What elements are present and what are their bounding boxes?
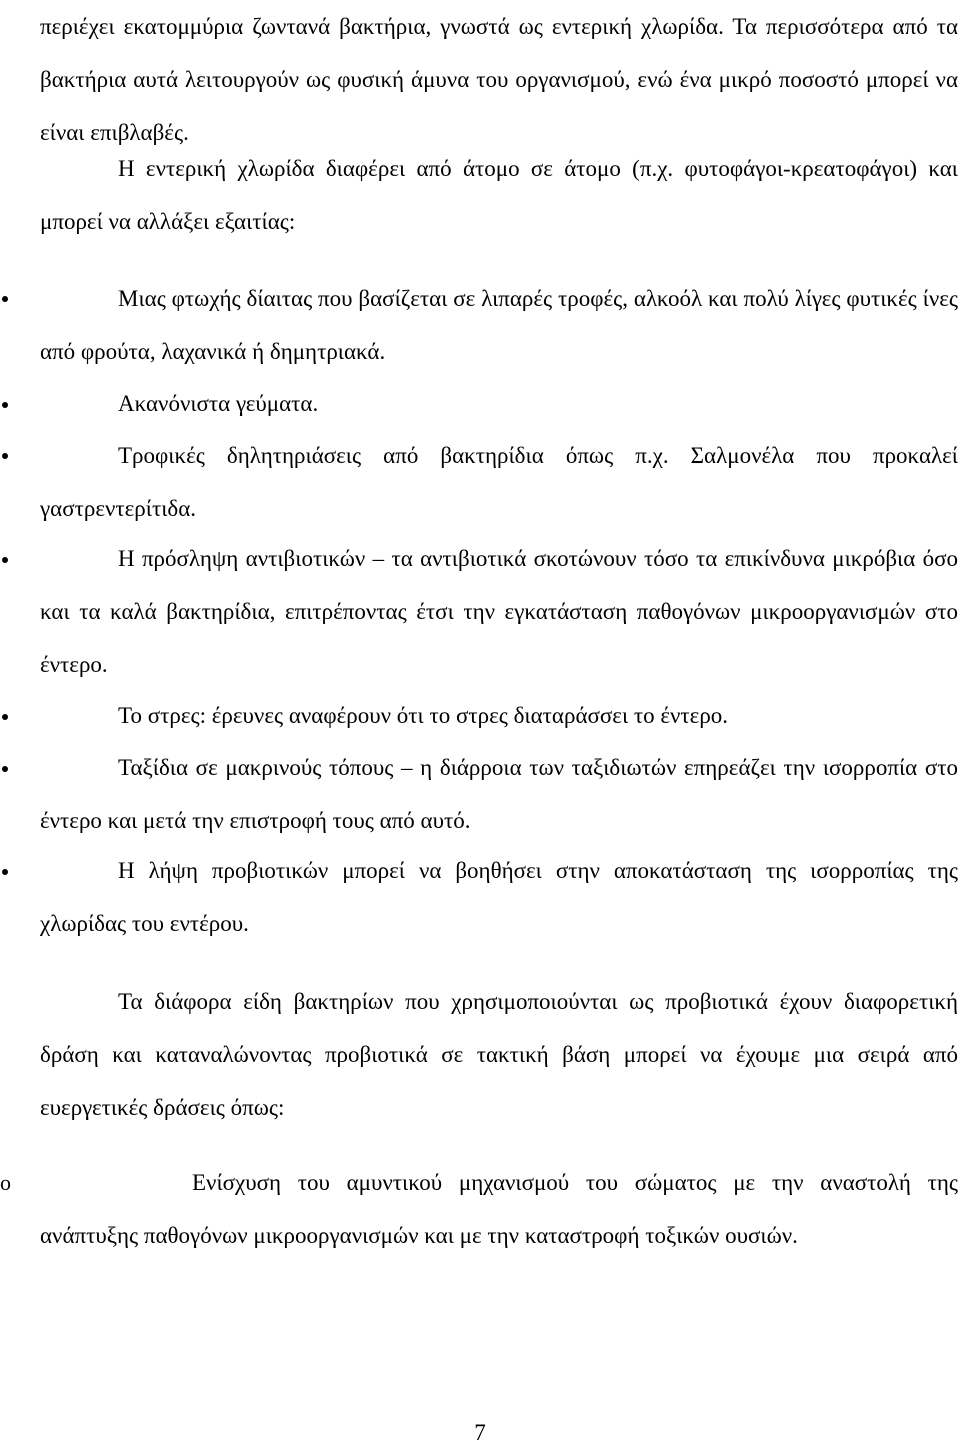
page-number: 7 (474, 1420, 486, 1445)
probiotics-intro-paragraph: Τα διάφορα είδη βακτηρίων που χρησιμοποιούνται ως προβιοτικά έχουν διαφορετική δράση και καταναλώνοντας προβιοτικά σε τακτική βάση μπορεί να έχουμε μια σειρά από ευεργετικές δράσεις όπως: (40, 989, 958, 1120)
bullet-dot (2, 714, 8, 720)
bullet-dot (2, 402, 8, 408)
list-item: Τροφικές δηλητηριάσεις από βακτηρίδια όπως π.χ. Σαλμονέλα που προκαλεί γαστρεντερίτιδα. (40, 443, 958, 521)
list-item: Ενίσχυση του αμυντικού μηχανισμού του σώματος με την αναστολή της ανάπτυξης παθογόνων μικροοργανισμών και με την καταστροφή τοξικών ουσιών. (40, 1170, 958, 1248)
list-item: Η λήψη προβιοτικών μπορεί να βοηθήσει στην αποκατάσταση της ισορροπίας της χλωρίδας του εντέρου. (40, 858, 958, 936)
list-item: Ακανόνιστα γεύματα. (118, 391, 319, 416)
intro-continuation-paragraph: περιέχει εκατομμύρια ζωντανά βακτήρια, γνωστά ως εντερική χλωρίδα. Τα περισσότερα από τα βακτήρια αυτά λειτουργούν ως φυσική άμυνα του οργανισμού, ενώ ένα μικρό ποσοστό μπορεί να είναι επιβλαβές. (40, 14, 958, 145)
bullet-dot (2, 453, 8, 459)
intro-variation-paragraph: Η εντερική χλωρίδα διαφέρει από άτομο σε άτομο (π.χ. φυτοφάγοι-κρεατοφάγοι) και μπορεί να αλλάξει εξαιτίας: (40, 156, 958, 234)
list-item: Η πρόσληψη αντιβιοτικών – τα αντιβιοτικά σκοτώνουν τόσο τα επικίνδυνα μικρόβια όσο και τα καλά βακτηρίδια, επιτρέποντας έτσι την εγκατάσταση παθογόνων μικροοργανισμών στο έντερο. (40, 546, 958, 677)
circle-bullet-marker: o (0, 1170, 11, 1195)
bullet-dot (2, 557, 8, 563)
list-item: Το στρες: έρευνες αναφέρουν ότι το στρες διαταράσσει το έντερο. (118, 703, 729, 728)
bullet-dot (2, 869, 8, 875)
bullet-dot (2, 296, 8, 302)
bullet-dot (2, 766, 8, 772)
list-item: Ταξίδια σε μακρινούς τόπους – η διάρροια των ταξιδιωτών επηρεάζει την ισορροπία στο έντερο και μετά την επιστροφή τους από αυτό. (40, 755, 958, 833)
list-item: Μιας φτωχής δίαιτας που βασίζεται σε λιπαρές τροφές, αλκοόλ και πολύ λίγες φυτικές ίνες από φρούτα, λαχανικά ή δημητριακά. (40, 286, 958, 364)
